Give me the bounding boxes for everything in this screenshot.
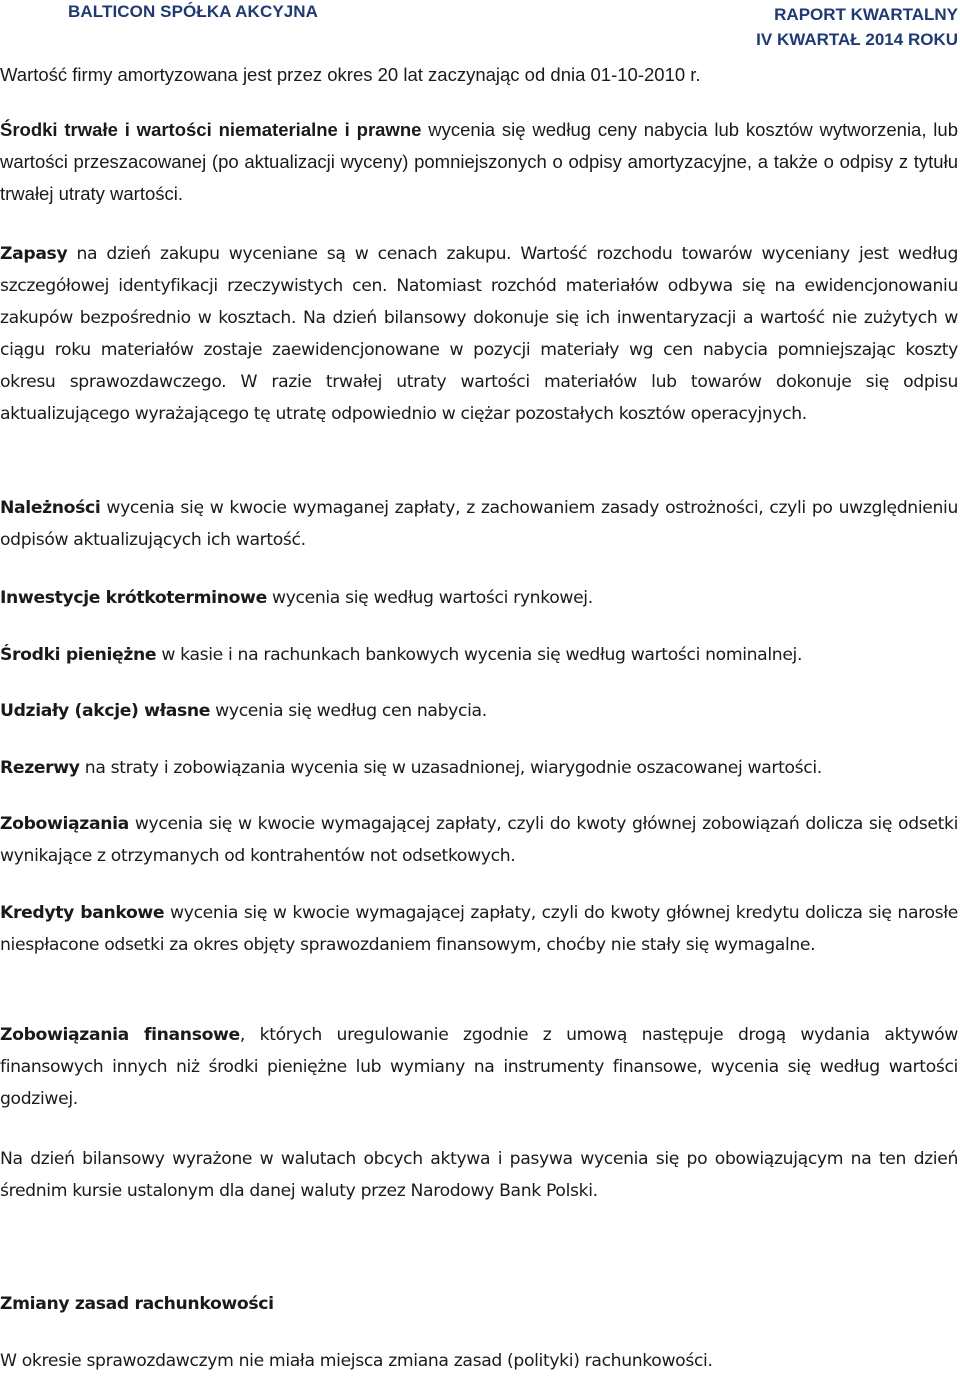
- section-heading: [0, 1288, 958, 1320]
- report-title-line1: RAPORT KWARTALNY: [774, 5, 958, 24]
- report-title-line2: IV KWARTAŁ 2014 ROKU: [756, 30, 958, 49]
- term-provisions: Rezerwy: [0, 758, 80, 778]
- paragraph-goodwill: Wartość firmy amortyzowana jest przez okres 20 lat zaczynając od dnia 01-10-2010 r.: [0, 64, 701, 85]
- paragraph-provisions: [0, 752, 958, 784]
- paragraph-liabilities: [0, 808, 958, 872]
- paragraph-fixed-assets: [0, 114, 958, 210]
- paragraph-liabilities-text: wycenia się w kwocie wymagającej zapłaty, czyli do kwoty głównej zobowiązań dolicza się odsetki wynikające z otrzymanych od kontrahentów not odsetkowych.: [0, 814, 958, 866]
- paragraph-receivables-text: wycenia się w kwocie wymaganej zapłaty, z zachowaniem zasady ostrożności, czyli po uwzględnieniu odpisów aktualizujących ich wartość.: [0, 498, 958, 550]
- paragraph-accounting-changes: W okresie sprawozdawczym nie miała miejsca zmiana zasad (polityki) rachunkowości.: [0, 1351, 713, 1371]
- paragraph-financial-liabilities-text: , których uregulowanie zgodnie z umową następuje drogą wydania aktywów finansowych innych niż środki pieniężne lub wymiany na instrumenty finansowe, wycenia się według wartości godziwej.: [0, 1025, 959, 1109]
- section-heading-text: Zmiany zasad rachunkowości: [0, 1294, 274, 1314]
- paragraph-bank-loans-text: wycenia się w kwocie wymagającej zapłaty, czyli do kwoty głównej kredytu dolicza się narosłe niespłacone odsetki za okres objęty sprawozdaniem finansowym, choćby nie stały się wymagalne.: [0, 903, 959, 955]
- report-title: [756, 2, 958, 52]
- paragraph-short-term-investments-text: wycenia się według wartości rynkowej.: [266, 588, 593, 608]
- term-inventory: Zapasy: [0, 244, 68, 264]
- paragraph-receivables: [0, 492, 958, 556]
- paragraph-financial-liabilities: [0, 1019, 958, 1115]
- term-fixed-assets: Środki trwałe i wartości niematerialne i prawne: [0, 119, 422, 140]
- paragraph-fixed-assets-text: wycenia się według ceny nabycia lub kosztów wytworzenia, lub wartości przeszacowanej (po aktualizacji wyceny) pomniejszonych o odpisy amortyzacyjne, a także o odpisy z tytułu trwałej utraty wartości.: [0, 119, 958, 204]
- paragraph-cash-text: w kasie i na rachunkach bankowych wycenia się według wartości nominalnej.: [156, 645, 803, 665]
- paragraph-cash: [0, 639, 958, 671]
- term-receivables: Należności: [0, 498, 101, 518]
- paragraph-own-shares: [0, 695, 958, 727]
- paragraph-inventory-text: na dzień zakupu wyceniane są w cenach zakupu. Wartość rozchodu towarów wyceniany jest według szczegółowej identyfikacji rzeczywistych cen. Natomiast rozchód materiałów odbywa się na ewidencjonowaniu zakupów bezpośrednio w kosztach. Na dzień bilansowy dokonuje się ich inwentaryzacji a wartość nie zużytych w ciągu roku materiałów zostaje zaewidencjonowane w pozycji materiały wg cen nabycia pomniejszając koszty okresu sprawozdawczego. W razie trwałej utraty wartości materiałów lub towarów dokonuje się odpisu aktualizującego wyrażającego tę utratę odpowiednio w ciężar pozostałych kosztów operacyjnych.: [0, 244, 958, 424]
- term-bank-loans: Kredyty bankowe: [0, 903, 165, 923]
- company-name: BALTICON SPÓŁKA AKCYJNA: [68, 2, 319, 21]
- paragraph-inventory: [0, 238, 958, 430]
- term-short-term-investments: Inwestycje krótkoterminowe: [0, 588, 267, 608]
- paragraph-short-term-investments: [0, 582, 958, 614]
- paragraph-own-shares-text: wycenia się według cen nabycia.: [210, 701, 487, 721]
- term-own-shares: Udziały (akcje) własne: [0, 701, 211, 721]
- term-cash: Środki pieniężne: [0, 645, 157, 665]
- paragraph-provisions-text: na straty i zobowiązania wycenia się w uzasadnionej, wiarygodnie oszacowanej wartości.: [79, 758, 822, 778]
- paragraph-bank-loans: [0, 897, 958, 961]
- term-financial-liabilities: Zobowiązania finansowe: [0, 1025, 240, 1045]
- term-liabilities: Zobowiązania: [0, 814, 129, 834]
- paragraph-foreign-currency: Na dzień bilansowy wyrażone w walutach obcych aktywa i pasywa wycenia się po obowiązującym na ten dzień średnim kursie ustalonym dla danej waluty przez Narodowy Bank Polski.: [0, 1149, 958, 1201]
